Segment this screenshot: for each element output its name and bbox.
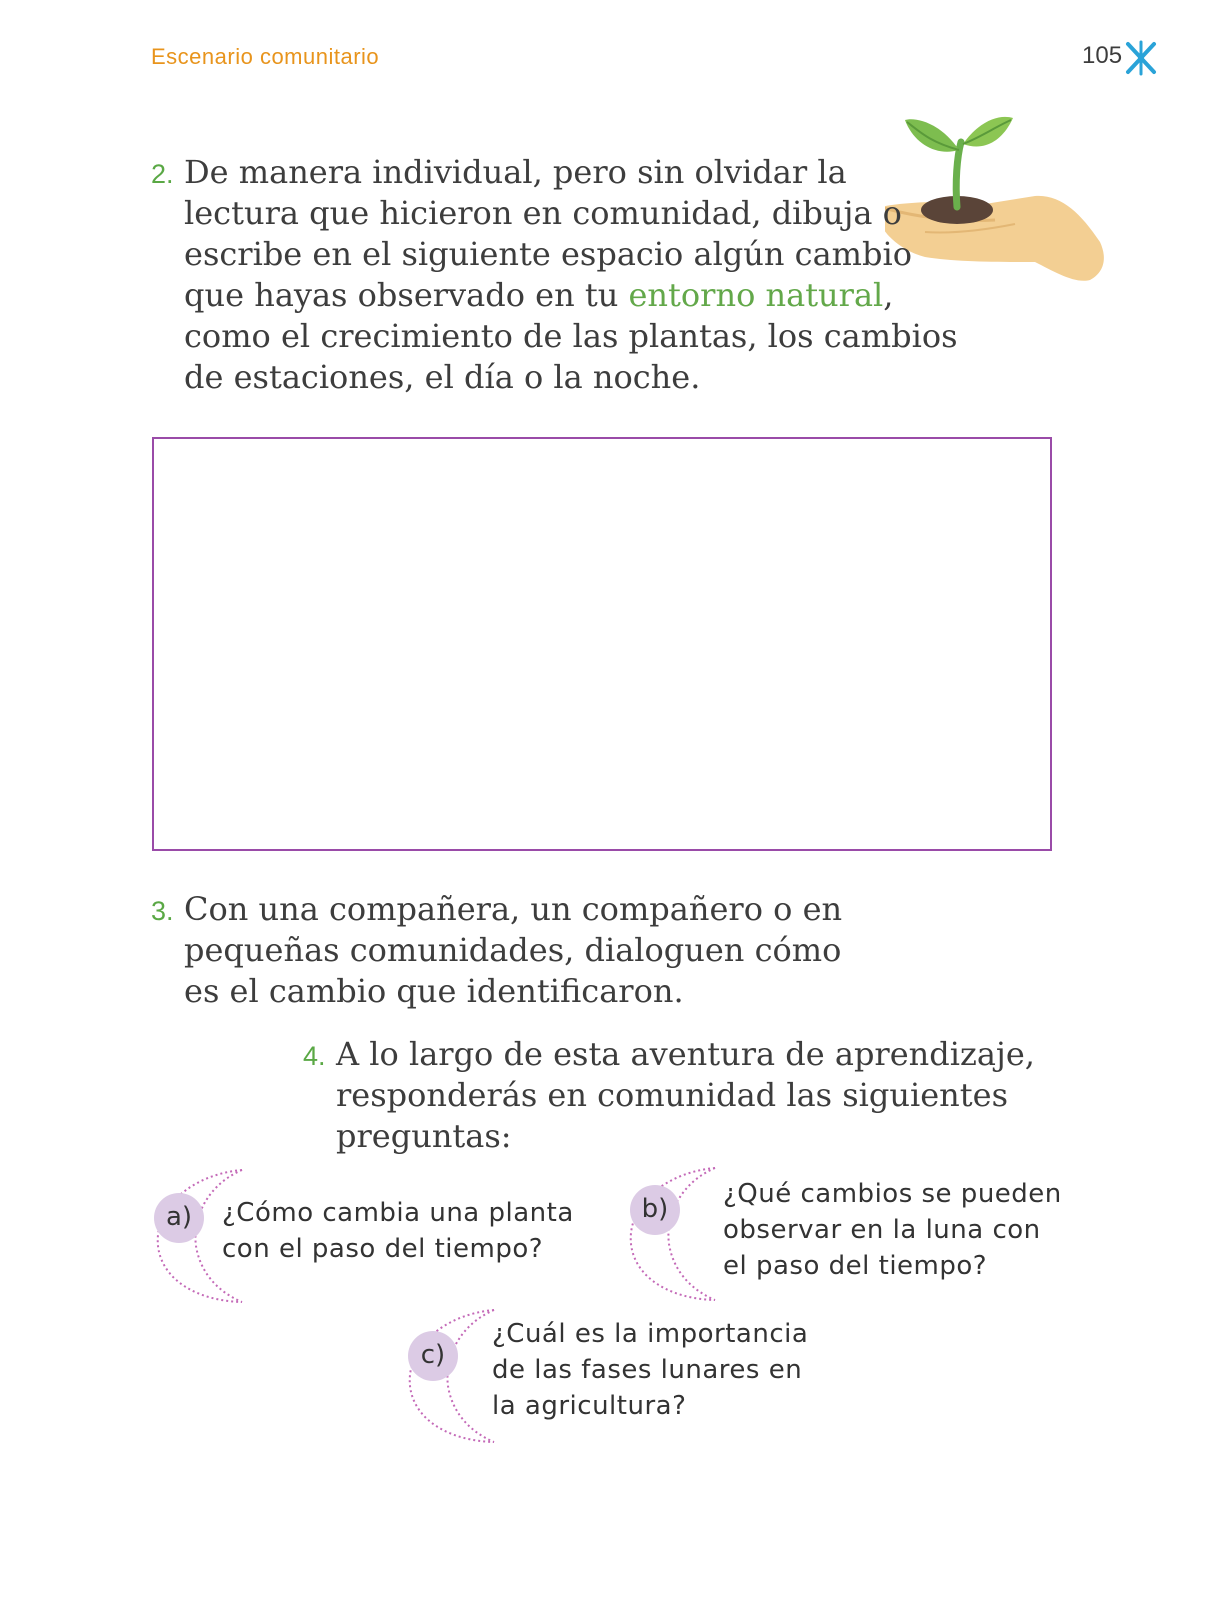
instruction-4 <box>303 1034 1035 1157</box>
instruction-line: Con una compañera, un compañero o en <box>184 890 843 928</box>
instruction-line: responderás en comunidad las siguientes <box>336 1076 1008 1114</box>
question-label-badge: b) <box>630 1185 680 1235</box>
instruction-line <box>184 275 958 316</box>
item-number: 2. <box>151 159 174 189</box>
instruction-line: A lo largo de esta aventura de aprendizaje, <box>336 1035 1035 1073</box>
question-line: ¿Qué cambios se pueden <box>723 1179 1062 1209</box>
instruction-line: como el crecimiento de las plantas, los cambios <box>184 317 958 355</box>
question-text <box>492 1316 808 1424</box>
instruction-3 <box>151 889 843 1012</box>
question-label-badge: a) <box>154 1193 204 1243</box>
question-line: ¿Cómo cambia una planta <box>222 1198 574 1228</box>
drawing-area[interactable] <box>152 437 1052 851</box>
instruction-line: lectura que hicieron en comunidad, dibuja o <box>184 194 902 232</box>
instruction-2 <box>151 152 958 398</box>
question-label-badge: c) <box>408 1331 458 1381</box>
instruction-line: De manera individual, pero sin olvidar la <box>184 153 847 191</box>
text-fragment: que hayas observado en tu <box>184 276 629 314</box>
instruction-line: preguntas: <box>336 1117 512 1155</box>
question-line: observar en la luna con <box>723 1215 1041 1245</box>
crescent-moon-icon <box>627 1164 727 1304</box>
section-title: Escenario comunitario <box>151 44 380 69</box>
instruction-line: de estaciones, el día o la noche. <box>184 358 701 396</box>
instruction-line: pequeñas comunidades, dialoguen cómo <box>184 931 842 969</box>
question-text <box>222 1195 574 1267</box>
question-line: con el paso del tiempo? <box>222 1234 544 1264</box>
item-number: 3. <box>151 896 174 926</box>
question-line: ¿Cuál es la importancia <box>492 1319 809 1349</box>
page-number: 105 <box>1082 42 1123 69</box>
instruction-line: es el cambio que identificaron. <box>184 972 684 1010</box>
blue-star-mark-icon <box>1124 40 1158 76</box>
glossary-term[interactable]: entorno natural <box>628 276 884 314</box>
question-line: la agricultura? <box>492 1391 687 1421</box>
question-line: el paso del tiempo? <box>723 1251 988 1281</box>
question-line: de las fases lunares en <box>492 1355 803 1385</box>
text-fragment: , <box>883 276 894 314</box>
question-text <box>723 1176 1062 1284</box>
item-number: 4. <box>303 1041 326 1071</box>
instruction-line: escribe en el siguiente espacio algún cambio <box>184 235 912 273</box>
